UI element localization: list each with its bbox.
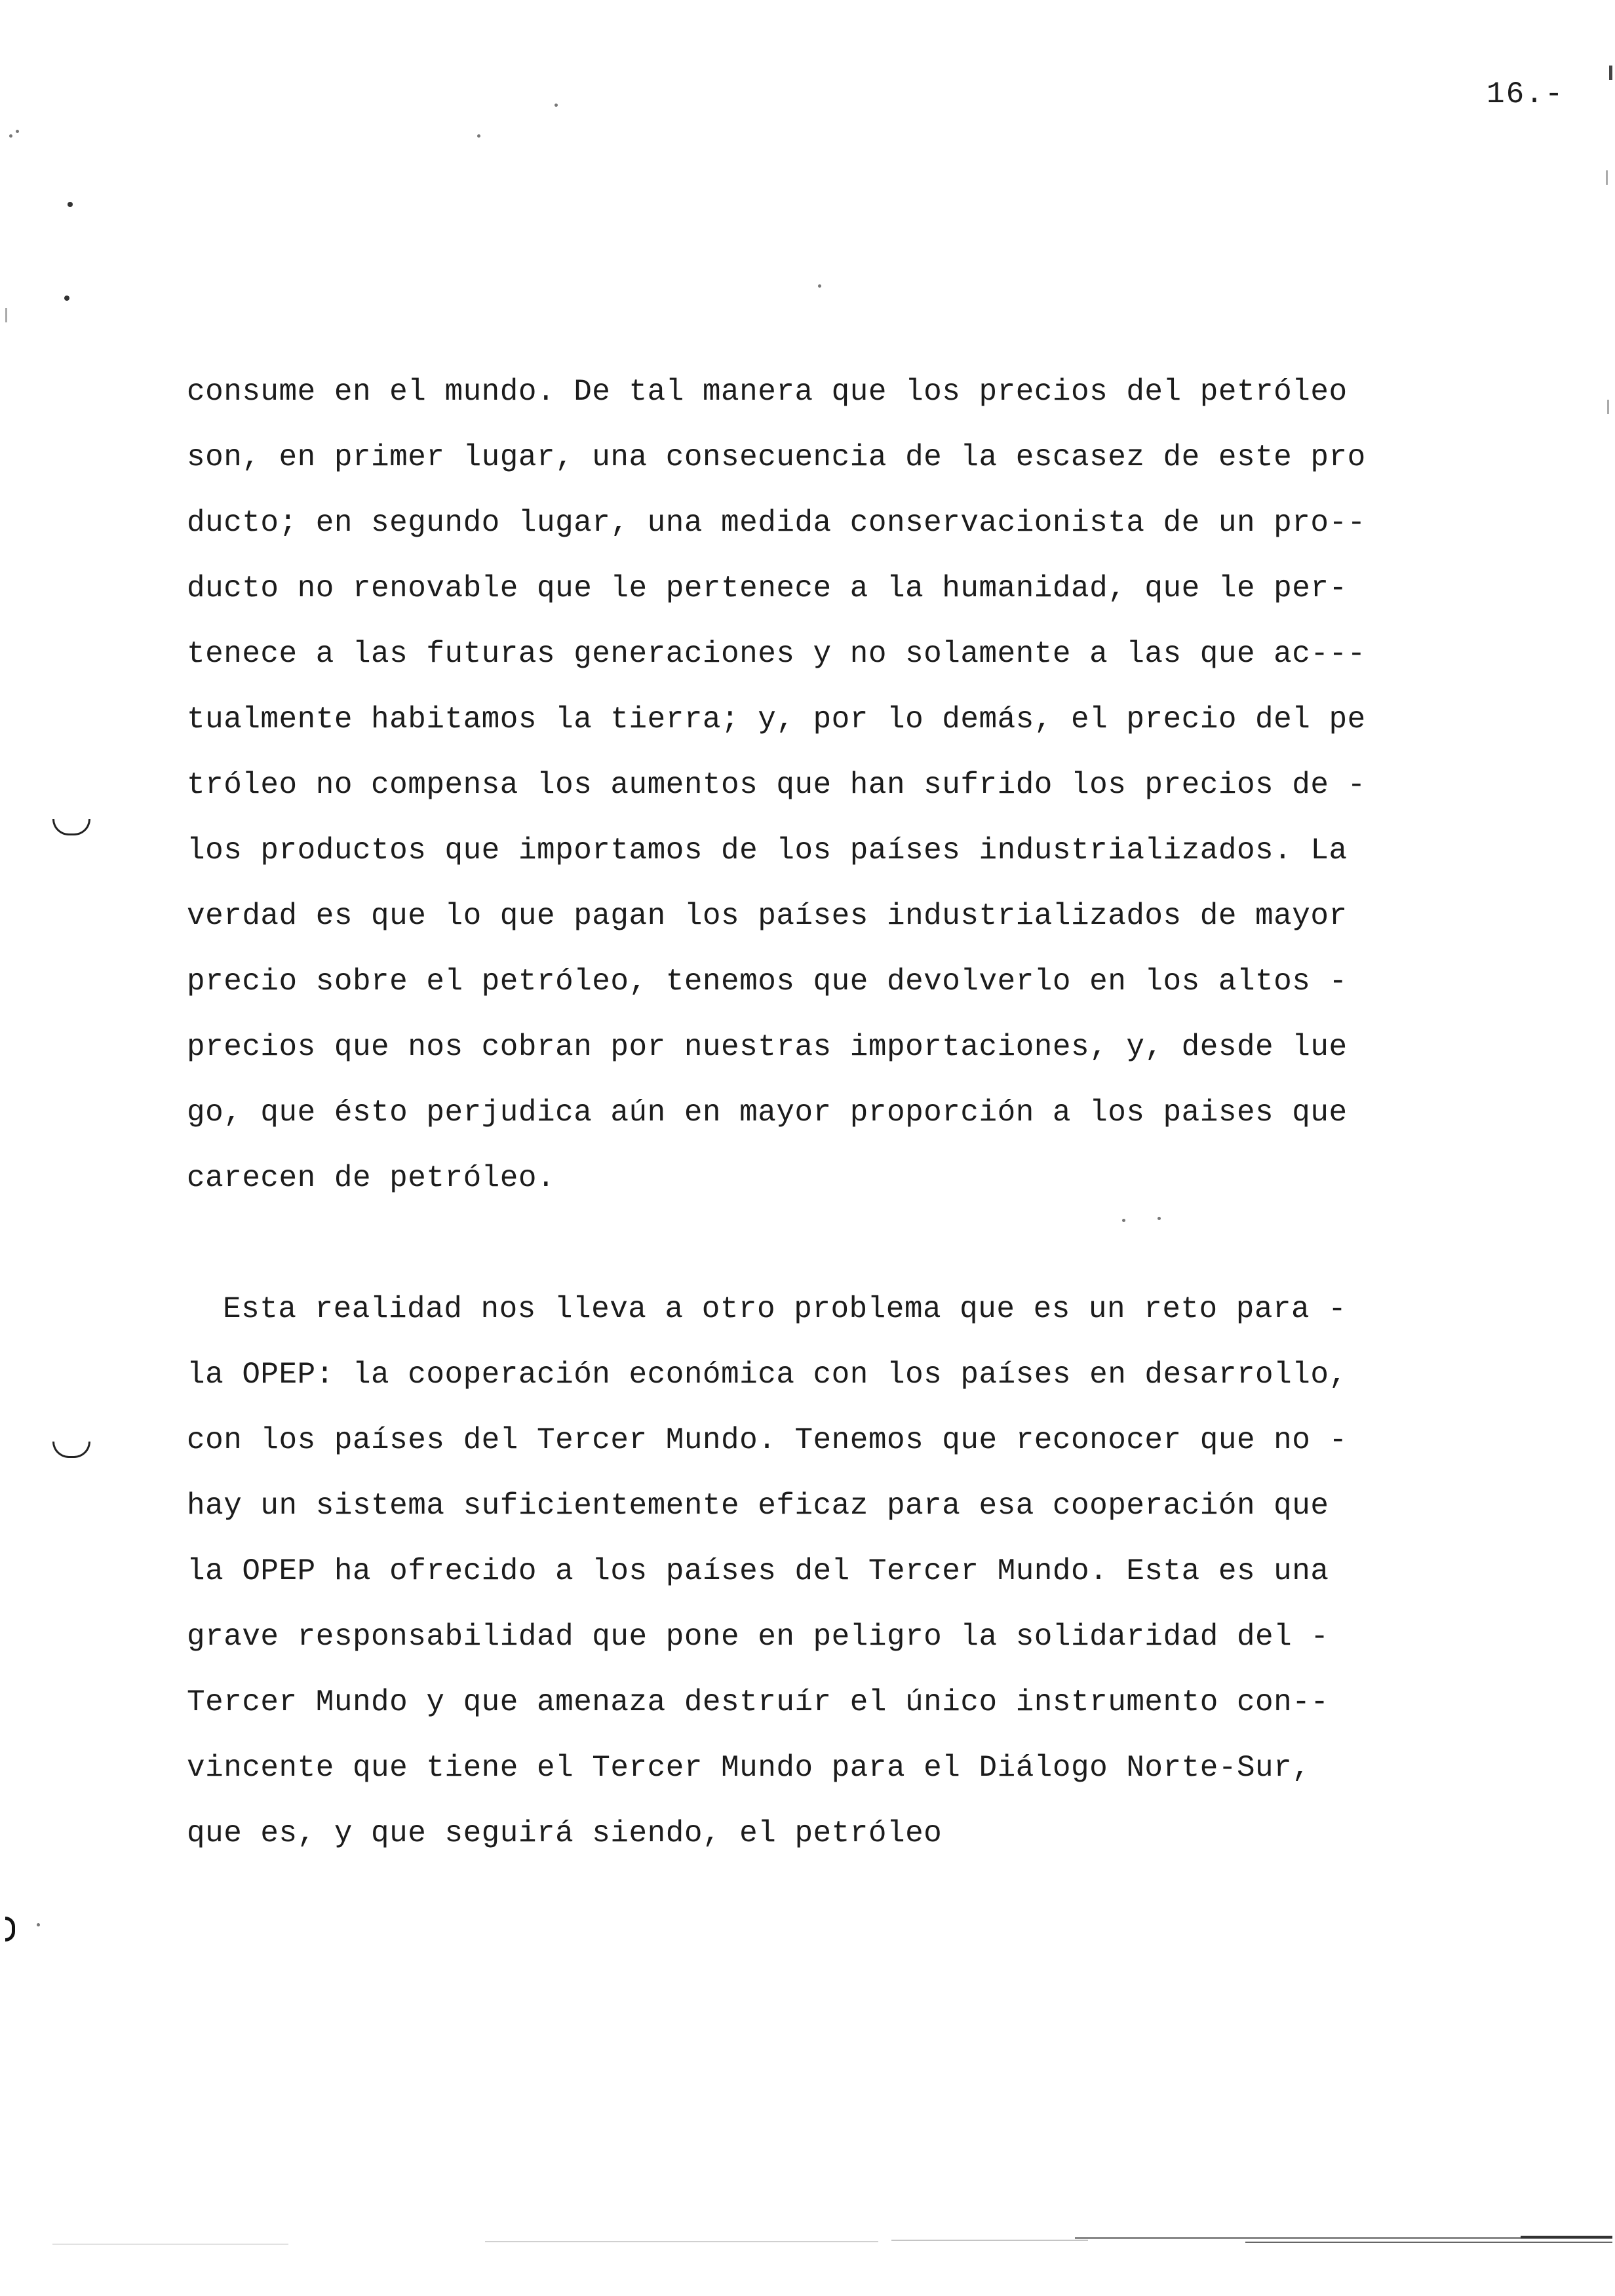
text-line: ducto; en segundo lugar, una medida conservacionista de un pro-- xyxy=(187,506,1366,540)
scan-speck xyxy=(555,104,558,107)
binder-hole-mark xyxy=(5,1917,15,1942)
page-number: 16.- xyxy=(1487,77,1565,111)
scan-speck xyxy=(1158,1217,1161,1220)
binder-hole-mark xyxy=(52,819,90,835)
scan-speck xyxy=(64,296,69,301)
scan-speck xyxy=(9,134,12,138)
text-line: con los países del Tercer Mundo. Tenemos que reconocer que no - xyxy=(187,1423,1348,1457)
text-line: grave responsabilidad que pone en peligro la solidaridad del - xyxy=(187,1620,1329,1654)
text-line: ducto no renovable que le pertenece a la humanidad, que le per- xyxy=(187,571,1348,605)
scan-speck xyxy=(16,130,19,133)
scan-speck xyxy=(37,1923,40,1926)
scan-speck xyxy=(68,202,73,207)
edge-mark xyxy=(1607,400,1609,414)
text-line: tualmente habitamos la tierra; y, por lo demás, el precio del pe xyxy=(187,702,1366,737)
text-line: tróleo no compensa los aumentos que han sufrido los precios de - xyxy=(187,768,1366,802)
text-line: los productos que importamos de los países industrializados. La xyxy=(187,833,1348,868)
scan-speck xyxy=(1122,1219,1125,1222)
scan-edge-line xyxy=(1521,2236,1612,2238)
text-line: carecen de petróleo. xyxy=(187,1161,556,1195)
text-line: que es, y que seguirá siendo, el petróleo xyxy=(187,1816,943,1850)
text-line: consume en el mundo. De tal manera que los precios del petróleo xyxy=(187,375,1348,409)
text-line: precios que nos cobran por nuestras importaciones, y, desde lue xyxy=(187,1030,1348,1064)
scan-edge-line xyxy=(891,2240,1088,2241)
text-line: Tercer Mundo y que amenaza destruír el único instrumento con-- xyxy=(187,1685,1329,1719)
text-line: vincente que tiene el Tercer Mundo para el Diálogo Norte-Sur, xyxy=(187,1751,1311,1785)
edge-mark xyxy=(1609,66,1612,80)
scan-speck xyxy=(477,134,480,138)
edge-mark xyxy=(1606,170,1608,185)
text-line: verdad es que lo que pagan los países industrializados de mayor xyxy=(187,899,1348,933)
text-line: go, que ésto perjudica aún en mayor proporción a los paises que xyxy=(187,1096,1348,1130)
scan-edge-line xyxy=(1245,2242,1612,2243)
text-line: precio sobre el petróleo, tenemos que devolverlo en los altos - xyxy=(187,965,1348,999)
text-line: Esta realidad nos lleva a otro problema que es un reto para - xyxy=(223,1292,1347,1326)
text-line: la OPEP ha ofrecido a los países del Tercer Mundo. Esta es una xyxy=(187,1554,1329,1588)
text-line: la OPEP: la cooperación económica con los países en desarrollo, xyxy=(187,1358,1348,1392)
text-line: hay un sistema suficientemente eficaz para esa cooperación que xyxy=(187,1489,1329,1523)
text-line: son, en primer lugar, una consecuencia de la escasez de este pro xyxy=(187,440,1366,474)
scan-edge-line xyxy=(52,2244,288,2245)
scan-speck xyxy=(818,284,821,288)
text-line: tenece a las futuras generaciones y no solamente a las que ac--- xyxy=(187,637,1366,671)
edge-mark xyxy=(5,308,7,322)
scan-edge-line xyxy=(485,2241,878,2242)
binder-hole-mark xyxy=(52,1442,90,1458)
